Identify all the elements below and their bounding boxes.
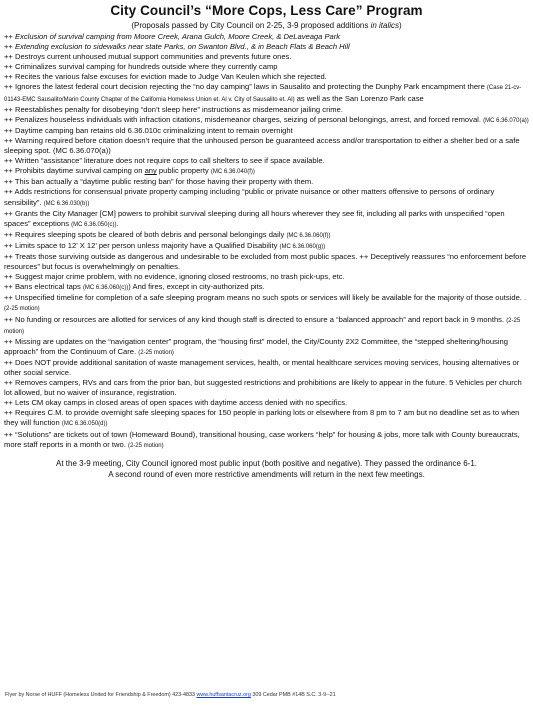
- proposal-item: [4, 115, 529, 126]
- proposal-list: [4, 32, 529, 451]
- item-text-cont: as well as the San Lorenzo Park case: [294, 93, 424, 103]
- item-reference: (MC 6.36.050(d)): [61, 421, 108, 428]
- proposal-item: [4, 32, 529, 42]
- proposal-item: [4, 52, 529, 62]
- proposal-item: [4, 72, 529, 82]
- proposal-item: [4, 398, 529, 408]
- item-reference: (MC 6.36.070(a)): [483, 117, 529, 124]
- item-reference: (2-25 motion): [4, 317, 521, 335]
- proposal-item: [4, 272, 529, 282]
- item-reference: (MC 6.36.050(c)): [71, 221, 117, 228]
- page-title: City Council’s “More Cops, Less Care” Program: [110, 3, 423, 18]
- page-subtitle: [4, 20, 529, 31]
- item-prefix: ++: [4, 42, 15, 52]
- item-text-cont: .: [116, 218, 119, 228]
- item-reference: (MC 6.36.060(c)): [82, 285, 129, 292]
- item-text: ++ Does NOT provide additional sanitation of waste management services, health, or mental healthcare services moving services, housing alternatives or other social service.: [4, 357, 520, 377]
- proposal-item: [4, 166, 529, 177]
- proposal-item: [4, 252, 529, 272]
- proposal-item: [4, 105, 529, 115]
- flyer-page: [0, 2, 533, 705]
- item-text-cont: public property: [156, 166, 211, 176]
- proposal-item: [4, 42, 529, 52]
- item-text: ++ Requires sleeping spots be cleared of both debris and personal belongings daily: [4, 229, 287, 239]
- proposal-item: [4, 156, 529, 166]
- item-text: ++ Treats those surviving outside as dangerous and undesirable to be excluded from most public spaces. ++ Deceptively reassures “no enforcement before resources” but focus is overwhelmingly on penalties.: [4, 251, 527, 272]
- item-text: ++ Limits space to 12’ X 12’ per person unless majority have a Qualified Disability: [4, 240, 280, 250]
- closing-line: At the 3-9 meeting, City Council ignored most public input (both positive and negative). They passed the ordinance 6-1.: [56, 458, 477, 468]
- proposal-item: [4, 230, 529, 241]
- flyer-footer: [5, 692, 336, 699]
- item-text: ++ This ban actually a “daytime public resting ban” for those having their property with them.: [4, 177, 314, 187]
- item-text: ++ Lets CM okay camps in closed areas of open spaces with daytime access denied with no specifics.: [4, 398, 348, 408]
- closing-line: A second round of even more restrictive amendments will return in the next few meetings.: [108, 469, 425, 479]
- item-reference: (Case 21-cv-01143-EMC Sausalito/Marin County Chapter of the California Homeless Union et. Al v. City of Sausalito et. Al): [4, 85, 522, 103]
- item-text: ++ Written “assistance” literature does not require cops to call shelters to see if space available.: [4, 156, 325, 166]
- proposal-item: [4, 82, 529, 104]
- item-reference: (MC 6.36.030(b)): [43, 200, 90, 207]
- proposal-item: [4, 293, 529, 314]
- item-reference: (2-25 motion): [127, 442, 164, 449]
- item-italic-text: Extending exclusion to sidewalks near state Parks, on Swanton Blvd., & in Beach Flats & Beach Hill: [14, 42, 350, 52]
- item-text: ++ No funding or resources are allotted for services of any kind though staff is directed to ensure a “balanced approach” and report back in 9 months.: [4, 314, 507, 324]
- item-text: ++ “Solutions” are tickets out of town (Homeward Bound), transitional housing, case workers “help” for housing & jobs, more talk with County bureaucrats, more staff reports in a month or two.: [4, 429, 520, 449]
- subtitle-italic-text: in italics: [370, 21, 400, 30]
- proposal-item: [4, 408, 529, 429]
- item-reference: (MC 6.36.040(f)): [210, 169, 255, 176]
- proposal-item: [4, 209, 529, 230]
- proposal-item: [4, 126, 529, 136]
- item-prefix: ++: [4, 32, 15, 41]
- proposal-item: [4, 136, 529, 156]
- item-reference: (2-25 motion): [138, 349, 174, 356]
- proposal-item: [4, 315, 529, 337]
- item-text: ++ Adds restrictions for consensual private property camping including “public or private nuisance or other matters offensive to persons of ordinary sensibility”.: [4, 187, 495, 207]
- proposal-item: [4, 177, 529, 187]
- closing-statement: [4, 458, 529, 480]
- proposal-item: [4, 282, 529, 293]
- item-text: ++ Requires C.M. to provide overnight safe sleeping spaces for 150 people in parking lots or elsewhere from 8 pm to 7 am but no deadline set as to when they will function: [4, 408, 520, 428]
- item-text: ++ Destroys current unhoused mutual support communities and prevents future ones.: [4, 52, 292, 62]
- proposal-item: [4, 241, 529, 252]
- item-reference: (MC 6.36.060(g)): [279, 243, 326, 250]
- item-text: ++ Reestablishes penalty for disobeying “don’t sleep here” instructions as misdemeanor jailing crime.: [4, 104, 343, 114]
- proposal-item: [4, 62, 529, 72]
- proposal-item: [4, 430, 529, 451]
- item-text: ++ Ignores the latest federal court decision rejecting the “no day camping” laws in Sausalito and protecting the Dunphy Park encampment there: [4, 82, 487, 92]
- website-link[interactable]: www.huffsantacruz.org: [196, 692, 251, 698]
- item-text: ++ Bans electrical taps: [4, 282, 83, 292]
- item-text: ++ Unspecified timeline for completion of a safe sleeping program means no such spots or services will likely be available for the majority of those outside. .: [4, 293, 527, 303]
- item-text: ++ Recites the various false excuses for eviction made to Judge Van Keulen which she rejected.: [4, 72, 327, 82]
- item-text: ++ Grants the City Manager [CM] powers to prohibit survival sleeping during all hours wherever they see fit, including all parks with unspecified “open spaces” exceptions: [4, 208, 505, 228]
- footer-address: 309 Cedar PMB #14B S.C. 3-9--21: [250, 692, 336, 698]
- item-text: ++ Prohibits daytime survival camping on: [4, 166, 145, 176]
- item-text: ++ Missing are updates on the “navigation center” program, the “housing first” model, the City/County 2X2 Committee, the “stepped sheltering/housing approach” from the Continuum of Care.: [4, 336, 508, 356]
- subtitle-text: (Proposals passed by City Council on 2-25, 3-9 proposed additions: [131, 21, 371, 30]
- item-reference: (2-25 motion): [4, 306, 40, 313]
- item-text: ++ Criminalizes survival camping for hundreds outside where they currently camp: [4, 62, 278, 72]
- proposal-item: [4, 378, 529, 398]
- subtitle-close: ): [399, 21, 402, 30]
- proposal-item: [4, 187, 529, 208]
- item-text: ++ Penalizes houseless individuals with infraction citations, misdemeanor charges, seizing of personal belongings, arrest, and forced removal.: [4, 114, 484, 124]
- item-italic-text: Exclusion of survival camping from Moore Creek, Arana Gulch, Moore Creek, & DeLaveaga Park: [14, 32, 341, 41]
- proposal-item: [4, 337, 529, 358]
- item-underlined-text: any: [144, 166, 157, 176]
- item-text: ++ Suggest major crime problem, with no evidence, ignoring closed restrooms, no trash pick-ups, etc.: [4, 272, 345, 282]
- item-text: ++ Daytime camping ban retains old 6.36.010c criminalizing intent to remain overnight: [4, 125, 293, 135]
- footer-credit: Flyer by Norse of HUFF (Homeless United for Friendship & Freedom) 423-4833: [5, 692, 197, 698]
- item-reference: (MC 6.36.060(f)): [286, 232, 331, 239]
- item-text: ++ Removes campers, RVs and cars from the prior ban, but suggested restrictions and prohibitions are likely to appear in the future. 5 Vehicles per church lot allowed, but no waiver of insurance, registration.: [4, 378, 522, 398]
- item-text: ++ Warning required before citation doesn’t require that the unhoused person be guaranteed access and/or transportation to either a shelter bed or a safe sleeping spot. (MC 6.36.070(a)): [4, 135, 520, 156]
- proposal-item: [4, 358, 529, 378]
- item-text-cont: ) And fires, except in city-authorized pits.: [128, 282, 265, 292]
